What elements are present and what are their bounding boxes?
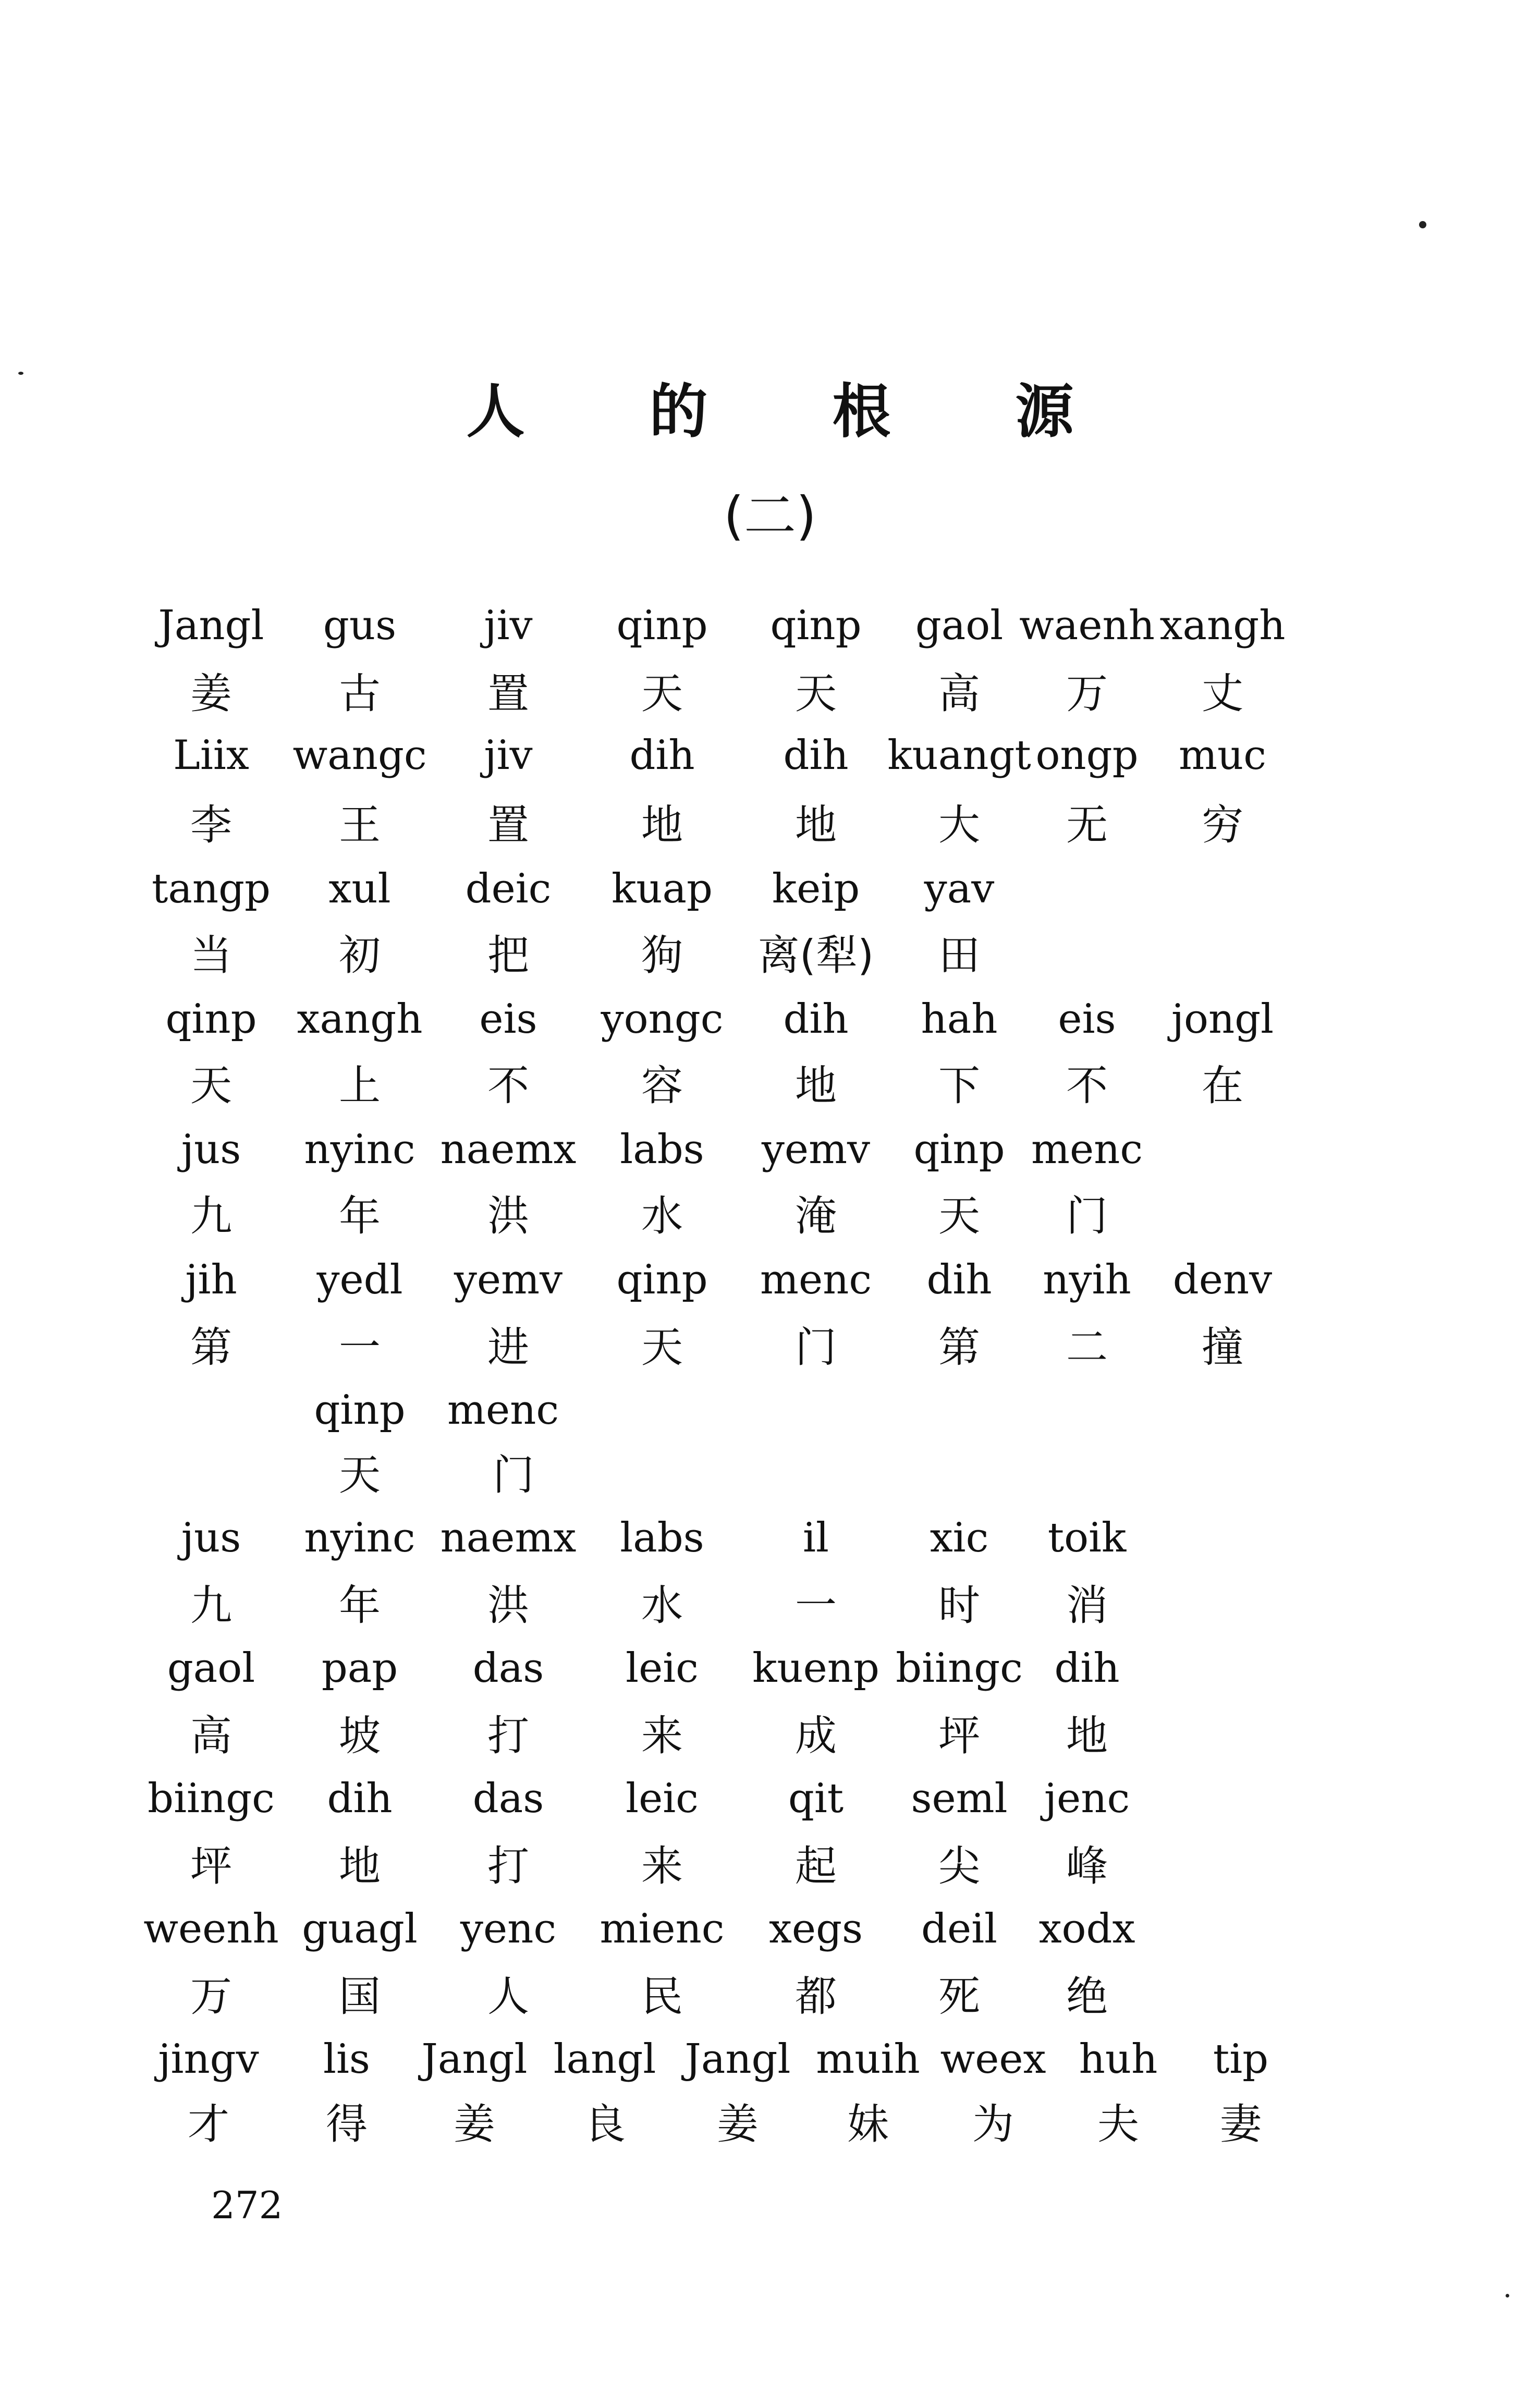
romanized-word: Jangl [421, 2036, 528, 2083]
hanzi-word: 水 [641, 1581, 683, 1630]
hanzi-word: 洪 [487, 1581, 529, 1630]
hanzi-word: 为 [972, 2100, 1014, 2148]
romanized-word: nyinc [304, 1126, 415, 1173]
romanized-word: xegs [768, 1905, 863, 1952]
hanzi-word: 门 [795, 1323, 837, 1372]
romanized-word: Liix [173, 732, 249, 779]
hanzi-word: 丈 [1202, 669, 1243, 718]
romanized-word: labs [620, 1126, 704, 1173]
hanzi-word: 尖 [938, 1842, 980, 1890]
hanzi-word: 国 [339, 1972, 381, 2021]
romanized-word: leic [626, 1645, 699, 1692]
romanized-line [0, 1765, 1540, 1832]
hanzi-word: 一 [795, 1581, 837, 1630]
hanzi-word: 第 [190, 1323, 232, 1372]
romanized-word: Jangl [685, 2036, 791, 2083]
hanzi-line [0, 660, 1540, 728]
hanzi-word: 绝 [1066, 1972, 1108, 2021]
romanized-word: toik [1047, 1514, 1127, 1561]
romanized-word: eis [1058, 996, 1116, 1043]
hanzi-line [0, 1963, 1540, 2031]
hanzi-word: 下 [938, 1061, 980, 1110]
romanized-word: jiv [484, 732, 533, 779]
romanized-word: das [472, 1645, 544, 1692]
hanzi-word: 门 [1066, 1192, 1108, 1240]
hanzi-word: 地 [1066, 1712, 1108, 1760]
hanzi-word: 万 [1066, 669, 1108, 718]
romanized-word: naemx [440, 1126, 577, 1173]
romanized-word: hah [921, 996, 998, 1043]
hanzi-word: 撞 [1202, 1323, 1243, 1372]
hanzi-word: 姜 [454, 2100, 495, 2148]
romanized-word: tip [1213, 2036, 1269, 2083]
section-number: (二) [723, 485, 817, 546]
romanized-word: jus [181, 1514, 241, 1561]
hanzi-line [0, 791, 1540, 859]
romanized-word: denv [1172, 1256, 1273, 1303]
romanized-word: qinp [616, 1256, 708, 1303]
romanized-word: kuap [612, 865, 713, 912]
hanzi-word: 淹 [795, 1192, 837, 1240]
romanized-word: huh [1079, 2036, 1158, 2083]
hanzi-word: 洪 [487, 1192, 529, 1240]
romanized-word: qinp [770, 602, 862, 649]
hanzi-word: 地 [641, 801, 683, 849]
hanzi-word: 田 [938, 931, 980, 980]
hanzi-word: 李 [190, 801, 232, 849]
hanzi-word: 死 [938, 1972, 980, 2021]
hanzi-word: 九 [190, 1192, 232, 1240]
romanized-word: tangp [152, 865, 271, 912]
hanzi-word: 来 [641, 1842, 683, 1890]
romanized-word: jih [185, 1256, 237, 1303]
romanized-word: muih [816, 2036, 920, 2083]
hanzi-word: 当 [190, 931, 232, 980]
romanized-word: seml [911, 1775, 1008, 1822]
hanzi-word: 打 [487, 1712, 529, 1760]
romanized-word: gus [323, 602, 397, 649]
hanzi-word: 良 [584, 2100, 626, 2148]
romanized-word: menc [1031, 1126, 1143, 1173]
romanized-word: weenh [143, 1905, 279, 1952]
romanized-word: naemx [440, 1514, 577, 1561]
hanzi-word: 不 [1066, 1061, 1108, 1110]
romanized-line [0, 855, 1540, 923]
romanized-word: ongp [1035, 732, 1139, 779]
hanzi-word: 在 [1202, 1061, 1243, 1110]
hanzi-word: 古 [339, 669, 381, 718]
romanized-word: yemv [454, 1256, 563, 1303]
hanzi-word: 都 [795, 1972, 837, 2021]
hanzi-word: 高 [938, 669, 980, 718]
romanized-word: langl [553, 2036, 656, 2083]
romanized-word: biingc [896, 1645, 1023, 1692]
romanized-word: gaol [915, 602, 1004, 649]
romanized-word: xic [930, 1514, 989, 1561]
hanzi-word: 峰 [1066, 1842, 1108, 1890]
page-title: 人 的 根 源 [466, 378, 1126, 446]
romanized-word: jiv [484, 602, 533, 649]
romanized-word: dih [926, 1256, 992, 1303]
romanized-word: gaol [167, 1645, 255, 1692]
hanzi-word: 水 [641, 1192, 683, 1240]
romanized-word: guagl [302, 1905, 418, 1952]
romanized-word: das [472, 1775, 544, 1822]
romanized-word: deil [921, 1905, 997, 1952]
romanized-word: weex [940, 2036, 1046, 2083]
hanzi-word: 把 [487, 931, 529, 980]
romanized-word: labs [620, 1514, 704, 1561]
romanized-word: dih [1054, 1645, 1120, 1692]
hanzi-word: 进 [487, 1323, 529, 1372]
hanzi-word: 坡 [339, 1712, 381, 1760]
hanzi-line [0, 1441, 1540, 1509]
romanized-word: dih [783, 732, 849, 779]
romanized-word: jingv [158, 2036, 259, 2083]
romanized-word: muc [1179, 732, 1266, 779]
romanized-word: wangc [292, 732, 427, 779]
romanized-line [0, 1504, 1540, 1572]
hanzi-word: 妹 [847, 2100, 889, 2148]
romanized-word: waenh [1019, 602, 1155, 649]
romanized-word: leic [626, 1775, 699, 1822]
hanzi-word: 离(犁) [757, 931, 874, 980]
hanzi-word: 才 [188, 2100, 229, 2148]
romanized-word: yav [924, 865, 995, 912]
romanized-word: nyih [1043, 1256, 1131, 1303]
hanzi-word: 不 [487, 1061, 529, 1110]
romanized-word: xangh [1159, 602, 1286, 649]
romanized-word: jus [181, 1126, 241, 1173]
hanzi-word: 第 [938, 1323, 980, 1372]
hanzi-word: 置 [487, 801, 529, 849]
romanized-line [0, 592, 1540, 659]
romanized-word: biingc [148, 1775, 275, 1822]
hanzi-word: 消 [1066, 1581, 1108, 1630]
romanized-word: qinp [616, 602, 708, 649]
hanzi-line [0, 2091, 1540, 2158]
hanzi-line [0, 922, 1540, 989]
romanized-word: jongl [1171, 996, 1274, 1043]
hanzi-word: 大 [938, 801, 980, 849]
hanzi-word: 天 [190, 1061, 232, 1110]
romanized-word: dih [783, 996, 849, 1043]
romanized-word: nyinc [304, 1514, 415, 1561]
romanized-word: kuangt [887, 732, 1031, 779]
hanzi-word: 来 [641, 1712, 683, 1760]
hanzi-word: 地 [795, 1061, 837, 1110]
romanized-word: qinp [913, 1126, 1005, 1173]
romanized-line [0, 722, 1540, 789]
romanized-word: xodx [1038, 1905, 1135, 1952]
hanzi-word: 门 [493, 1451, 534, 1499]
hanzi-word: 姜 [190, 669, 232, 718]
hanzi-word: 坪 [938, 1712, 980, 1760]
hanzi-word: 置 [487, 669, 529, 718]
romanized-line [0, 1116, 1540, 1183]
romanized-word: kuenp [752, 1645, 879, 1692]
hanzi-word: 狗 [641, 931, 683, 980]
hanzi-word: 一 [339, 1323, 381, 1372]
hanzi-word: 年 [339, 1192, 381, 1240]
romanized-word: eis [479, 996, 537, 1043]
hanzi-word: 九 [190, 1581, 232, 1630]
hanzi-word: 民 [641, 1972, 683, 2021]
page-number: 272 [211, 2183, 283, 2227]
print-speck [1506, 2294, 1509, 2298]
hanzi-line [0, 1314, 1540, 1382]
romanized-line [0, 2025, 1540, 2093]
romanized-word: keip [772, 865, 860, 912]
romanized-line [0, 1634, 1540, 1702]
hanzi-word: 上 [339, 1061, 381, 1110]
hanzi-line [0, 1832, 1540, 1900]
hanzi-line [0, 1702, 1540, 1770]
romanized-word: jenc [1044, 1775, 1130, 1822]
hanzi-word: 地 [795, 801, 837, 849]
hanzi-word: 二 [1066, 1323, 1108, 1372]
hanzi-word: 妻 [1220, 2100, 1262, 2148]
romanized-line [0, 1895, 1540, 1963]
hanzi-word: 天 [795, 669, 837, 718]
hanzi-word: 天 [641, 1323, 683, 1372]
romanized-word: lis [323, 2036, 370, 2083]
hanzi-word: 穷 [1202, 801, 1243, 849]
print-speck [1419, 221, 1426, 228]
hanzi-word: 人 [487, 1972, 529, 2021]
romanized-word: deic [465, 865, 552, 912]
hanzi-word: 高 [190, 1712, 232, 1760]
hanzi-line [0, 1052, 1540, 1120]
hanzi-word: 天 [938, 1192, 980, 1240]
hanzi-line [0, 1182, 1540, 1250]
hanzi-word: 无 [1066, 801, 1108, 849]
romanized-word: yenc [460, 1905, 557, 1952]
print-speck [18, 372, 23, 375]
hanzi-line [0, 1572, 1540, 1640]
romanized-word: xangh [297, 996, 423, 1043]
romanized-word: qinp [314, 1387, 406, 1434]
hanzi-word: 年 [339, 1581, 381, 1630]
hanzi-word: 王 [339, 801, 381, 849]
hanzi-word: 地 [339, 1842, 381, 1890]
hanzi-word: 容 [641, 1061, 683, 1110]
romanized-word: dih [327, 1775, 393, 1822]
romanized-word: yedl [316, 1256, 403, 1303]
hanzi-word: 天 [641, 669, 683, 718]
hanzi-word: 天 [339, 1451, 381, 1499]
romanized-word: Jangl [158, 602, 264, 649]
romanized-word: yemv [761, 1126, 871, 1173]
romanized-word: xul [328, 865, 391, 912]
romanized-word: pap [321, 1645, 398, 1692]
romanized-word: qit [788, 1775, 844, 1822]
hanzi-word: 坪 [190, 1842, 232, 1890]
romanized-line [0, 1376, 1540, 1444]
hanzi-word: 时 [938, 1581, 980, 1630]
romanized-word: menc [447, 1387, 559, 1434]
romanized-word: menc [760, 1256, 872, 1303]
hanzi-word: 起 [795, 1842, 837, 1890]
hanzi-word: 成 [795, 1712, 837, 1760]
hanzi-word: 夫 [1097, 2100, 1139, 2148]
hanzi-word: 初 [339, 931, 381, 980]
romanized-word: mienc [600, 1905, 725, 1952]
hanzi-word: 姜 [717, 2100, 759, 2148]
romanized-word: il [803, 1514, 829, 1561]
romanized-word: dih [629, 732, 695, 779]
romanized-word: qinp [165, 996, 257, 1043]
hanzi-word: 万 [190, 1972, 232, 2021]
romanized-line [0, 985, 1540, 1053]
hanzi-word: 打 [487, 1842, 529, 1890]
romanized-word: yongc [601, 996, 724, 1043]
romanized-line [0, 1246, 1540, 1314]
hanzi-word: 得 [326, 2100, 368, 2148]
